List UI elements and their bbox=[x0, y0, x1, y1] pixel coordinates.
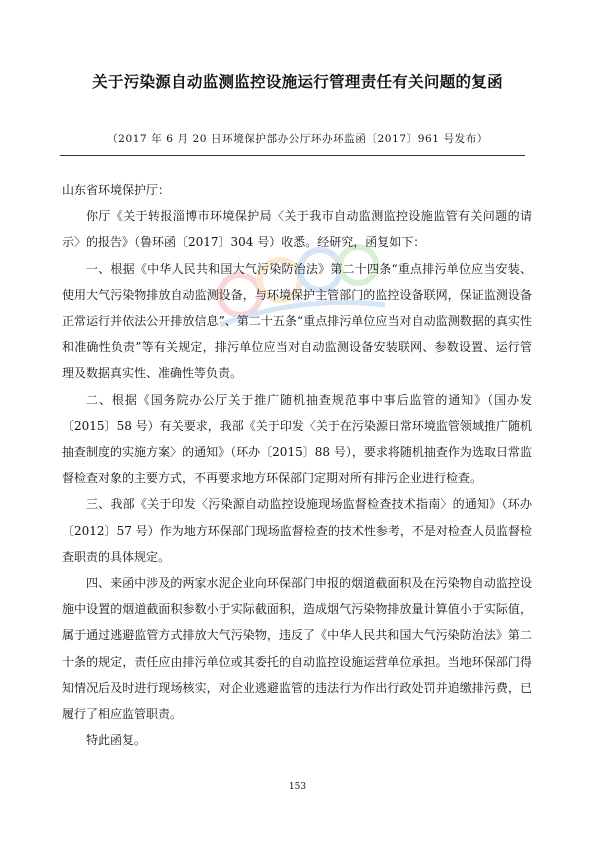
document-body bbox=[62, 177, 532, 753]
paragraph-3: 三、我部《关于印发〈污染源自动监控设施现场监督检查技术指南〉的通知》（环办〔2012〕57 号）作为地方环保部门现场监督检查的技术性参考，不是对检查人员监督检查职责的具体规定。 bbox=[62, 497, 532, 564]
paragraph-intro: 你厅《关于转报淄博市环境保护局〈关于我市自动监测监控设施监管有关问题的请示〉的报告》（鲁环函〔2017〕304 号）收悉。经研究，函复如下： bbox=[62, 209, 532, 250]
document-subtitle: （2017 年 6 月 20 日环境保护部办公厅环办环监函〔2017〕961 号发布） bbox=[107, 133, 488, 145]
salutation: 山东省环境保护厅： bbox=[62, 183, 171, 197]
paragraph-1: 一、根据《中华人民共和国大气污染防治法》第二十四条“重点排污单位应当安装、使用大气污染物排放自动监测设备，与环境保护主管部门的监控设备联网，保证监测设备正常运行并依法公开排放信息”、第二十五条“重点排污单位应当对自动监测数据的真实性和准确性负责”等有关规定，排污单位应当对自动监测设备安装联网、参数设置、运行管理及数据真实性、准确性等负责。 bbox=[62, 261, 532, 381]
divider-rule bbox=[60, 155, 525, 156]
paragraph-2: 二、根据《国务院办公厅关于推广随机抽查规范事中事后监管的通知》（国办发〔2015〕58 号）有关要求，我部《关于印发〈关于在污染源日常环境监管领域推广随机抽查制度的实施方案〉的通知》（环办〔2015〕88 号），要求将随机抽查作为选取日常监督检查对象的主要方式，不再要求地方环保部门定期对所有排污企业进行检查。 bbox=[62, 392, 532, 486]
page-number: 153 bbox=[288, 782, 307, 792]
document-title: 关于污染源自动监测监控设施运行管理责任有关问题的复函 bbox=[92, 72, 503, 91]
closing: 特此函复。 bbox=[86, 733, 147, 748]
paragraph-4: 四、来函中涉及的两家水泥企业向环保部门申报的烟道截面积及在污染物自动监控设施中设置的烟道截面积参数小于实际截面积，造成烟气污染物排放量计算值小于实际值，属于通过逃避监管方式排放大气污染物，违反了《中华人民共和国大气污染防治法》第二十条的规定，责任应由排污单位或其委托的自动监控设施运营单位承担。当地环保部门得知情况后及时进行现场核实，对企业逃避监管的违法行为作出行政处罚并追缴排污费，已履行了相应监管职责。 bbox=[62, 576, 532, 722]
